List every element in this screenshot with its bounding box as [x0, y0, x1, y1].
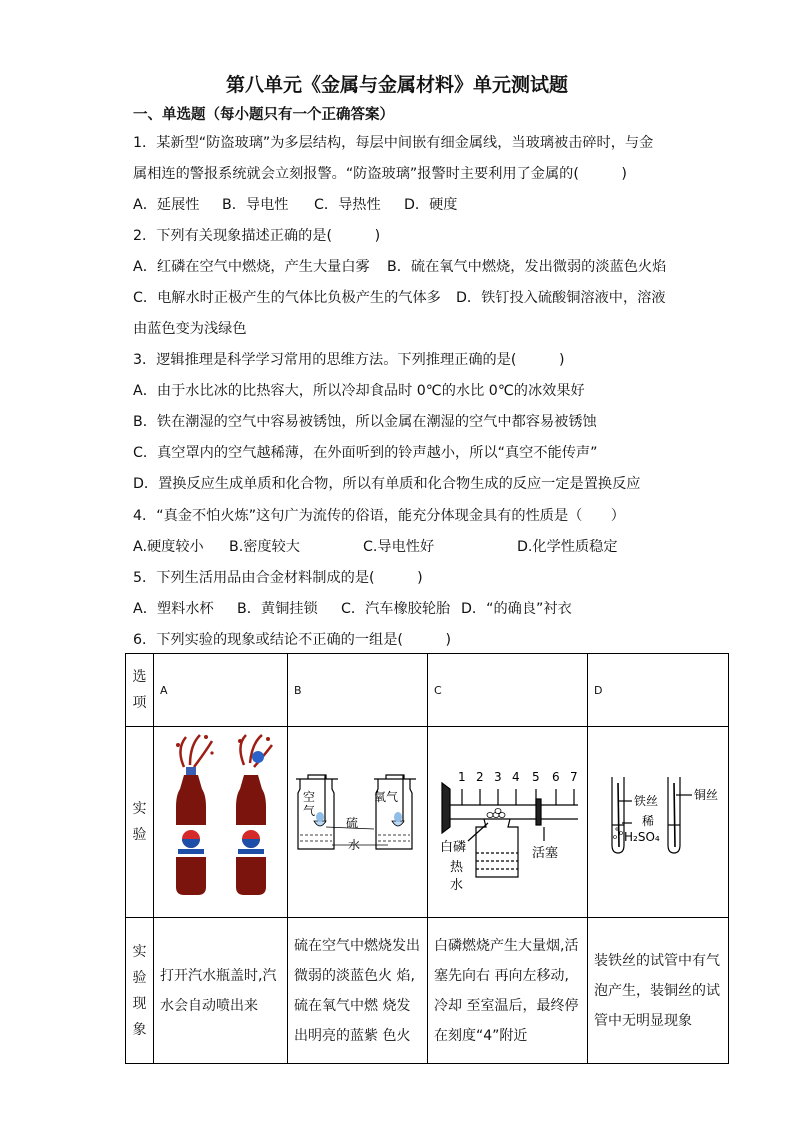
table-row: [126, 654, 729, 727]
observation-c: 白磷燃烧产生大量烟,活塞先向右 再向左移动,冷却 至室温后，最终停在刻度“4”附近: [428, 918, 588, 1064]
row-label-option: 选 项: [126, 654, 154, 727]
label-oxygen: 氧气: [374, 790, 399, 804]
figure-c-cell: [428, 727, 588, 918]
q1-option-c[interactable]: C．导热性: [314, 197, 381, 213]
tick-label-6: 6: [552, 770, 560, 784]
q1-option-b[interactable]: B．导电性: [222, 197, 289, 213]
q4-option-b[interactable]: B.密度较大: [229, 539, 300, 555]
page-title: 第八单元《金属与金属材料》单元测试题: [225, 74, 568, 96]
bottle-right-icon: [236, 751, 266, 895]
tick-label-1: 1: [458, 770, 466, 784]
tick-label-2: 2: [476, 770, 484, 784]
q3-option-d[interactable]: D．置换反应生成单质和化合物，所以有单质和化合物生成的反应一定是置换反应: [133, 476, 641, 492]
q4-option-c[interactable]: C.导电性好: [363, 539, 435, 555]
metal-acid-figure: [588, 727, 729, 913]
q5-option-c[interactable]: C．汽车橡胶轮胎: [341, 601, 451, 617]
label-hot-water-2: 水: [450, 878, 464, 893]
column-b-header: B: [288, 654, 428, 727]
row-label-observation: 实 验 现 象: [126, 918, 154, 1064]
q2-option-b[interactable]: B．硫在氧气中燃烧，发出微弱的淡蓝色火焰: [387, 259, 667, 275]
q5-option-d[interactable]: D．“的确良”衬衣: [461, 601, 572, 617]
tick-label-3: 3: [494, 770, 502, 784]
q3-option-b[interactable]: B．铁在潮湿的空气中容易被锈蚀，所以金属在潮湿的空气中都容易被锈蚀: [133, 414, 597, 430]
q2-option-c[interactable]: C．电解水时正极产生的气体比负极产生的气体多: [133, 290, 441, 306]
q2-option-d-cont: 由蓝色变为浅绿色: [133, 321, 247, 337]
label-copper-wire: 铜丝: [694, 788, 719, 802]
table-row: [126, 727, 729, 918]
q5-stem: 5．下列生活用品由合金材料制成的是( ): [133, 570, 423, 586]
q2-option-d[interactable]: D．铁钉投入硫酸铜溶液中，溶液: [456, 290, 666, 306]
q4-option-a[interactable]: A.硬度较小: [133, 539, 204, 555]
q2-stem: 2．下列有关现象描述正确的是( ): [133, 228, 381, 244]
figure-b-cell: [288, 727, 428, 918]
label-sulfuric-acid: H₂SO₄: [624, 830, 660, 844]
figure-a-cell: [154, 727, 288, 918]
q1-option-d[interactable]: D．硬度: [404, 197, 458, 213]
q5-option-b[interactable]: B．黄铜挂锁: [237, 601, 318, 617]
tick-label-7: 7: [570, 770, 578, 784]
q6-stem: 6．下列实验的现象或结论不正确的一组是( ): [133, 632, 452, 648]
q3-option-c[interactable]: C．真空罩内的空气越稀薄，在外面听到的铃声越小，所以“真空不能传声”: [133, 445, 598, 461]
label-air-2: 气: [303, 804, 316, 818]
column-a-header: A: [154, 654, 288, 727]
column-c-header: C: [428, 654, 588, 727]
q2-option-a[interactable]: A．红磷在空气中燃烧，产生大量白雾: [133, 259, 370, 275]
table-row: [126, 918, 729, 1064]
soda-bottles-figure: [154, 727, 288, 913]
label-hot-water-1: 热: [450, 860, 464, 875]
figure-d-cell: [588, 727, 729, 918]
observation-a: 打开汽水瓶盖时,汽水会自动喷出来: [154, 918, 288, 1064]
q5-option-a[interactable]: A．塑料水杯: [133, 601, 214, 617]
label-sulfur: 硫: [346, 816, 359, 830]
column-d-header: D: [588, 654, 729, 727]
q1-stem-line1: 1．某新型“防盗玻璃”为多层结构，每层中间嵌有细金属线，当玻璃被击碎时，与金: [133, 135, 654, 151]
q3-option-a[interactable]: A．由于水比冰的比热容大，所以冷却食品时 0℃的水比 0℃的冰效果好: [133, 383, 585, 399]
label-piston: 活塞: [532, 846, 559, 861]
label-dilute: 稀: [642, 814, 655, 828]
label-iron-wire: 铁丝: [634, 794, 659, 808]
phosphorus-piston-figure: [428, 727, 588, 913]
tick-label-4: 4: [512, 770, 520, 784]
tick-label-5: 5: [532, 770, 540, 784]
bottle-left-icon: [176, 767, 206, 895]
row-label-experiment: 实 验: [126, 727, 154, 918]
label-air-1: 空: [303, 790, 316, 804]
sulfur-combustion-figure: [288, 727, 428, 913]
observation-d: 装铁丝的试管中有气泡产生，装铜丝的试管中无明显现象: [588, 918, 729, 1064]
label-water: 水: [348, 838, 361, 852]
q1-option-a[interactable]: A．延展性: [133, 197, 200, 213]
section-heading: 一、单选题（每小题只有一个正确答案）: [133, 107, 394, 123]
observation-b: 硫在空气中燃烧发出微弱的淡蓝色火 焰,硫在氧气中燃 烧发出明亮的蓝紫 色火: [288, 918, 428, 1064]
q3-stem: 3．逻辑推理是科学学习常用的思维方法。下列推理正确的是( ): [133, 352, 565, 368]
q4-stem: 4．“真金不怕火炼”这句广为流传的俗语，能充分体现金具有的性质是（ ）: [133, 508, 625, 524]
experiment-table: [125, 653, 729, 1064]
q1-stem-line2: 属相连的警报系统就会立刻报警。“防盗玻璃”报警时主要利用了金属的( ): [133, 166, 627, 182]
label-white-phosphorus: 白磷: [440, 840, 467, 855]
q4-option-d[interactable]: D.化学性质稳定: [517, 539, 618, 555]
